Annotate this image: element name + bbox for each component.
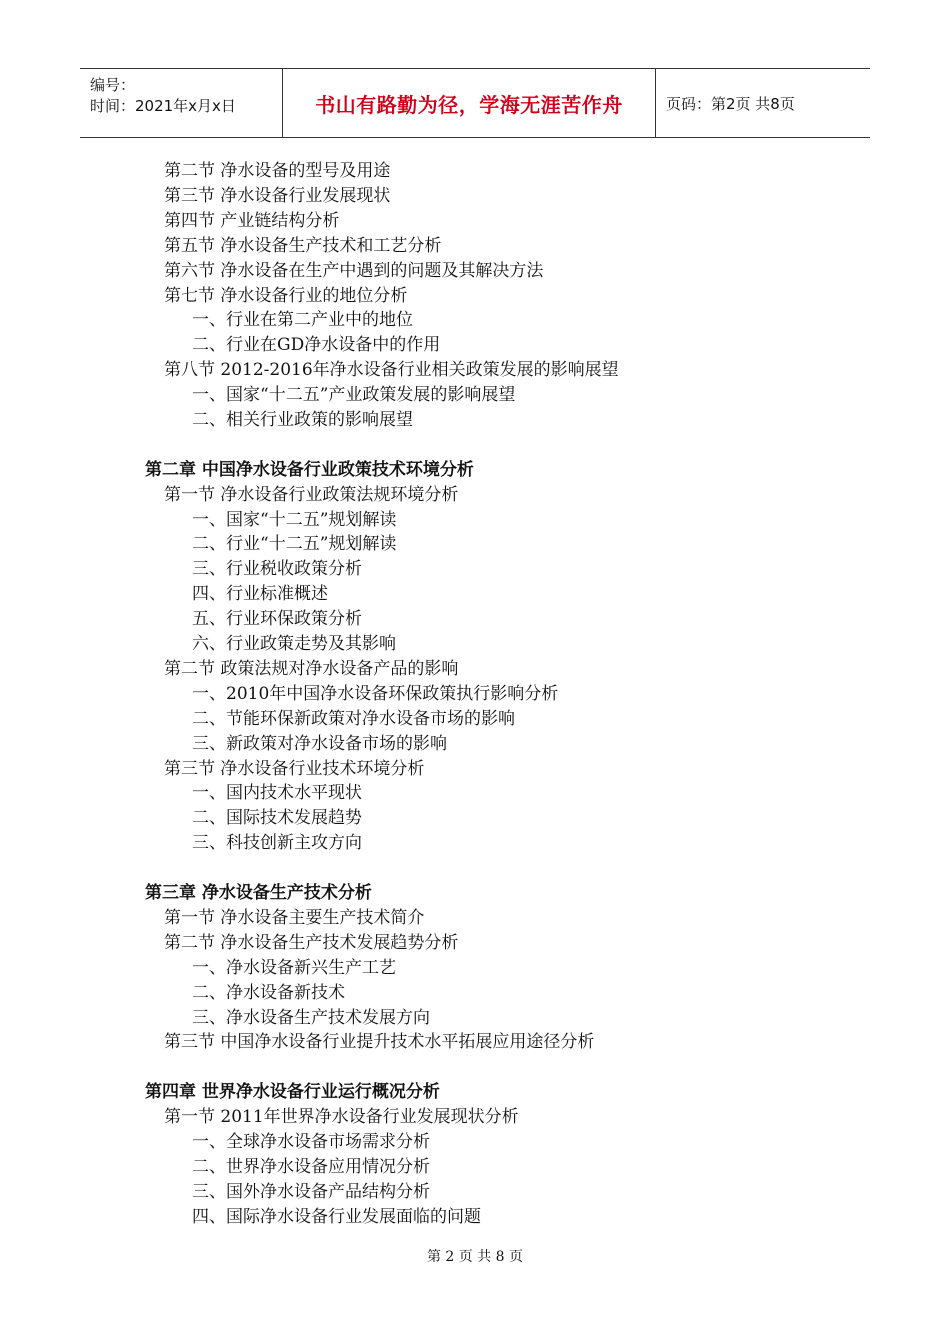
subsection-entry: 二、相关行业政策的影响展望 — [192, 410, 413, 430]
subsection-entry: 三、净水设备生产技术发展方向 — [192, 1008, 430, 1028]
section-entry: 第四节 产业链结构分析 — [164, 211, 340, 231]
section-entry: 第三节 中国净水设备行业提升技术水平拓展应用途径分析 — [164, 1032, 595, 1052]
subsection-entry: 三、行业税收政策分析 — [192, 559, 362, 579]
subsection-entry: 一、国家“十二五”规划解读 — [192, 510, 397, 530]
section-entry: 第三节 净水设备行业技术环境分析 — [164, 759, 425, 779]
header-motto: 书山有路勤为径，学海无涯苦作舟 — [283, 69, 656, 137]
header-info-cell — [80, 69, 283, 137]
subsection-entry: 三、新政策对净水设备市场的影响 — [192, 734, 447, 754]
subsection-entry: 一、2010年中国净水设备环保政策执行影响分析 — [192, 684, 559, 704]
subsection-entry: 六、行业政策走势及其影响 — [192, 634, 396, 654]
section-entry: 第二节 政策法规对净水设备产品的影响 — [164, 659, 459, 679]
subsection-entry: 一、国内技术水平现状 — [192, 783, 362, 803]
chapter-heading: 第三章 净水设备生产技术分析 — [145, 883, 372, 903]
subsection-entry: 二、国际技术发展趋势 — [192, 808, 362, 828]
subsection-entry: 一、国家“十二五”产业政策发展的影响展望 — [192, 385, 516, 405]
subsection-entry: 四、国际净水设备行业发展面临的问题 — [192, 1207, 481, 1227]
subsection-entry: 一、净水设备新兴生产工艺 — [192, 958, 396, 978]
section-entry: 第六节 净水设备在生产中遇到的问题及其解决方法 — [164, 261, 544, 281]
section-entry: 第二节 净水设备的型号及用途 — [164, 161, 391, 181]
section-entry: 第一节 净水设备主要生产技术简介 — [164, 908, 425, 928]
subsection-entry: 二、节能环保新政策对净水设备市场的影响 — [192, 709, 515, 729]
section-entry: 第一节 净水设备行业政策法规环境分析 — [164, 485, 459, 505]
chapter-heading: 第二章 中国净水设备行业政策技术环境分析 — [145, 460, 474, 480]
page-footer: 第 2 页 共 8 页 — [426, 1249, 524, 1265]
section-entry: 第八节 2012-2016年净水设备行业相关政策发展的影响展望 — [164, 360, 619, 380]
subsection-entry: 二、行业“十二五”规划解读 — [192, 534, 397, 554]
section-entry: 第五节 净水设备生产技术和工艺分析 — [164, 236, 442, 256]
subsection-entry: 一、行业在第二产业中的地位 — [192, 310, 413, 330]
chapter-heading: 第四章 世界净水设备行业运行概况分析 — [145, 1082, 440, 1102]
subsection-entry: 一、全球净水设备市场需求分析 — [192, 1132, 430, 1152]
section-entry: 第二节 净水设备生产技术发展趋势分析 — [164, 933, 459, 953]
document-time-label: 时间：2021年x月x日 — [90, 97, 236, 115]
section-entry: 第一节 2011年世界净水设备行业发展现状分析 — [164, 1107, 519, 1127]
subsection-entry: 三、科技创新主攻方向 — [192, 833, 362, 853]
subsection-entry: 二、世界净水设备应用情况分析 — [192, 1157, 430, 1177]
section-entry: 第七节 净水设备行业的地位分析 — [164, 286, 408, 306]
subsection-entry: 四、行业标准概述 — [192, 584, 328, 604]
page-header — [80, 68, 870, 138]
section-entry: 第三节 净水设备行业发展现状 — [164, 186, 391, 206]
subsection-entry: 五、行业环保政策分析 — [192, 609, 362, 629]
subsection-entry: 二、行业在GD净水设备中的作用 — [192, 335, 441, 355]
document-number-label: 编号： — [90, 76, 136, 94]
header-page-label: 页码：第2页 共8页 — [666, 94, 795, 113]
subsection-entry: 二、净水设备新技术 — [192, 983, 345, 1003]
subsection-entry: 三、国外净水设备产品结构分析 — [192, 1182, 430, 1202]
